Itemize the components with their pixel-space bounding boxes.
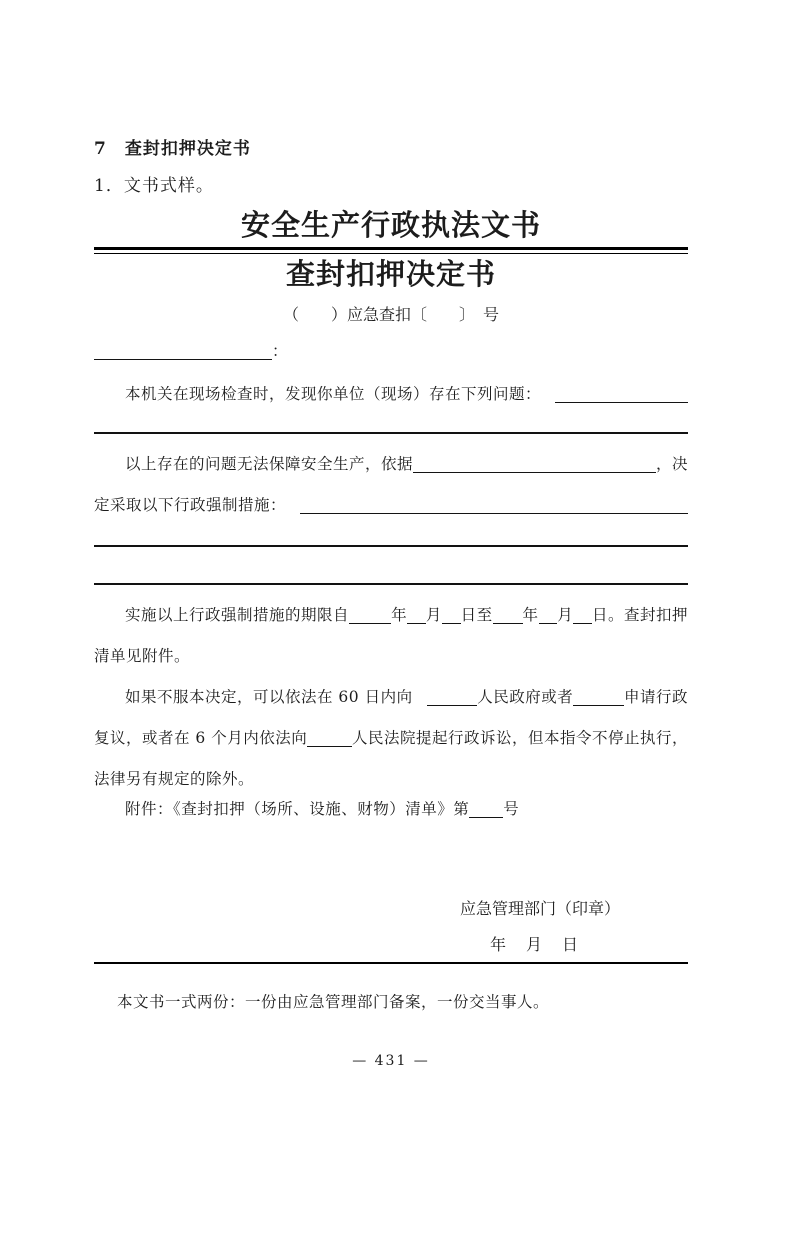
text-segment: 定采取以下行政强制措施：	[94, 496, 287, 514]
blank-underline-measures	[300, 513, 688, 514]
text-segment: 年	[391, 606, 408, 624]
text-segment: 年	[522, 606, 539, 624]
text-segment: 复议，或者在 6 个月内依法向	[94, 729, 308, 747]
text-segment: 申请行政	[623, 688, 688, 706]
text-segment: 法律另有规定的除外。	[94, 770, 255, 788]
paragraph-period-line-2	[94, 626, 688, 667]
blank-underline-year-start	[349, 623, 391, 624]
salutation-colon: ：	[272, 342, 289, 360]
blank-underline-problems	[555, 402, 688, 403]
text-segment: 如果不服本决定，可以依法在 60 日内向	[125, 688, 413, 706]
blank-underline-addressee	[94, 359, 272, 360]
copies-footnote: 本文书一式两份：一份由应急管理部门备案，一份交当事人。	[117, 993, 550, 1011]
blank-underline-year-end	[493, 623, 523, 624]
text-segment: 实施以上行政强制措施的期限自	[125, 606, 350, 624]
attachment-line	[94, 790, 688, 820]
text-segment: 月	[557, 606, 574, 624]
form-series-title: 安全生产行政执法文书	[240, 208, 541, 242]
paragraph-period-line-1	[94, 585, 688, 626]
section-subheading: 1．文书式样。	[94, 176, 214, 196]
paragraph-appeal-line-2	[94, 708, 688, 749]
salutation-line	[94, 342, 688, 362]
blank-underline-day-end	[573, 623, 592, 624]
text-segment: 清单见附件。	[94, 647, 191, 665]
blank-underline-day-start	[442, 623, 461, 624]
paragraph-basis-line-1	[94, 434, 688, 475]
section-heading: 7 查封扣押决定书	[94, 139, 251, 159]
text-segment: 本机关在现场检查时，发现你单位（现场）存在下列问题：	[125, 385, 542, 403]
text-segment: ，决	[655, 455, 688, 473]
text-segment: 号	[503, 800, 520, 818]
paragraph-problems	[94, 383, 688, 405]
text-segment: 人民政府或者	[477, 688, 574, 706]
blank-underline-government	[427, 705, 478, 706]
blank-underline-month-start	[407, 623, 426, 624]
blank-underline-list-number	[469, 817, 503, 818]
ruled-writing-line-2	[94, 545, 688, 547]
text-segment: 以上存在的问题无法保障安全生产，依据	[125, 455, 414, 473]
document-page	[0, 138, 793, 1260]
text-segment: 人民法院提起行政诉讼，但本指令不停止执行，	[351, 729, 688, 747]
form-main-title: 查封扣押决定书	[285, 257, 496, 291]
page-number: — 431 —	[352, 1053, 430, 1069]
text-segment: 日至	[460, 606, 493, 624]
blank-underline-basis	[413, 472, 656, 473]
text-segment: 附件：《查封扣押（场所、设施、财物）清单》第	[125, 800, 470, 818]
blank-underline-month-end	[539, 623, 558, 624]
double-rule-divider	[94, 247, 688, 254]
doc-number-line: （ ）应急查扣〔 〕 号	[282, 305, 499, 324]
blank-underline-court	[307, 746, 352, 747]
text-segment: 日。查封扣押	[592, 606, 689, 624]
blank-underline-agency	[573, 705, 624, 706]
footer-rule	[94, 962, 688, 964]
paragraph-appeal-line-3	[94, 749, 688, 790]
signature-date-line: 年 月 日	[489, 935, 580, 954]
text-segment: 月	[425, 606, 442, 624]
paragraph-basis-line-2	[94, 475, 688, 516]
paragraph-appeal-line-1	[94, 667, 688, 708]
signature-organization: 应急管理部门（印章）	[459, 899, 620, 918]
